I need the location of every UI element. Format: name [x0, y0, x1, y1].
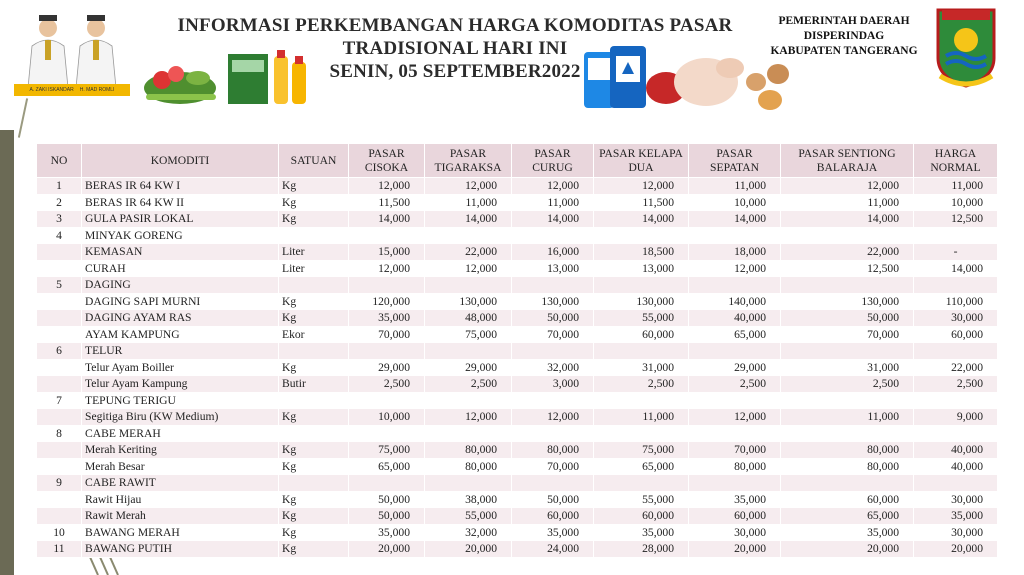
- price-cell: [512, 475, 594, 492]
- table-row: [37, 260, 998, 277]
- page-header: [0, 0, 1024, 120]
- price-cell: 80,000: [781, 458, 914, 475]
- column-header: PASAR CURUG: [512, 144, 594, 178]
- price-cell: [914, 475, 998, 492]
- table-row: [37, 211, 998, 228]
- table-row: [37, 194, 998, 211]
- price-cell: 12,000: [594, 178, 689, 195]
- price-cell: -: [914, 244, 998, 261]
- unit-cell: Kg: [279, 491, 349, 508]
- table-row: [37, 409, 998, 426]
- price-cell: [914, 392, 998, 409]
- price-cell: 50,000: [512, 310, 594, 327]
- row-number: [37, 458, 82, 475]
- row-number: [37, 293, 82, 310]
- price-cell: [349, 392, 425, 409]
- price-cell: 140,000: [689, 293, 781, 310]
- table-row: [37, 343, 998, 360]
- price-cell: 10,000: [689, 194, 781, 211]
- price-cell: 2,500: [349, 376, 425, 393]
- price-cell: 65,000: [594, 458, 689, 475]
- price-cell: 11,000: [781, 194, 914, 211]
- price-cell: [689, 343, 781, 360]
- price-cell: 2,500: [781, 376, 914, 393]
- column-header: HARGA NORMAL: [914, 144, 998, 178]
- column-header: PASAR KELAPA DUA: [594, 144, 689, 178]
- price-cell: 60,000: [781, 491, 914, 508]
- price-cell: [349, 277, 425, 294]
- price-cell: 12,000: [425, 260, 512, 277]
- price-cell: 2,500: [914, 376, 998, 393]
- price-cell: [512, 227, 594, 244]
- price-cell: 120,000: [349, 293, 425, 310]
- commodity-name: DAGING: [82, 277, 279, 294]
- price-cell: 70,000: [781, 326, 914, 343]
- commodity-name: Merah Besar: [82, 458, 279, 475]
- price-cell: 15,000: [349, 244, 425, 261]
- price-cell: 12,000: [349, 260, 425, 277]
- row-number: 9: [37, 475, 82, 492]
- price-cell: 12,000: [689, 409, 781, 426]
- unit-cell: Kg: [279, 541, 349, 558]
- price-cell: 22,000: [914, 359, 998, 376]
- price-cell: 38,000: [425, 491, 512, 508]
- price-cell: 130,000: [594, 293, 689, 310]
- price-cell: 75,000: [425, 326, 512, 343]
- price-cell: 20,000: [914, 541, 998, 558]
- price-cell: 31,000: [594, 359, 689, 376]
- row-number: [37, 359, 82, 376]
- row-number: 6: [37, 343, 82, 360]
- column-header: PASAR SENTIONG BALARAJA: [781, 144, 914, 178]
- table-row: [37, 227, 998, 244]
- price-cell: [914, 227, 998, 244]
- table-row: [37, 310, 998, 327]
- table-row: [37, 541, 998, 558]
- unit-cell: Kg: [279, 178, 349, 195]
- price-cell: 60,000: [594, 508, 689, 525]
- price-cell: [594, 343, 689, 360]
- price-cell: 30,000: [914, 524, 998, 541]
- column-header: NO: [37, 144, 82, 178]
- price-cell: 70,000: [349, 326, 425, 343]
- price-cell: [512, 392, 594, 409]
- price-cell: 2,500: [425, 376, 512, 393]
- unit-cell: [279, 227, 349, 244]
- price-cell: 55,000: [594, 491, 689, 508]
- column-header: PASAR SEPATAN: [689, 144, 781, 178]
- price-cell: 16,000: [512, 244, 594, 261]
- price-cell: 75,000: [349, 442, 425, 459]
- price-cell: 12,000: [781, 178, 914, 195]
- price-cell: 40,000: [914, 442, 998, 459]
- price-cell: 35,000: [594, 524, 689, 541]
- price-cell: 12,000: [512, 178, 594, 195]
- price-cell: 14,000: [781, 211, 914, 228]
- price-cell: 12,000: [689, 260, 781, 277]
- price-cell: 11,000: [914, 178, 998, 195]
- column-header: SATUAN: [279, 144, 349, 178]
- table-row: [37, 376, 998, 393]
- table-row: [37, 359, 998, 376]
- price-cell: [349, 475, 425, 492]
- price-cell: 13,000: [594, 260, 689, 277]
- unit-cell: Kg: [279, 293, 349, 310]
- commodity-name: KEMASAN: [82, 244, 279, 261]
- price-cell: 80,000: [425, 442, 512, 459]
- commodity-name: TEPUNG TERIGU: [82, 392, 279, 409]
- commodity-name: Merah Keriting: [82, 442, 279, 459]
- table-row: [37, 178, 998, 195]
- commodity-name: Rawit Merah: [82, 508, 279, 525]
- price-cell: 130,000: [425, 293, 512, 310]
- price-cell: 110,000: [914, 293, 998, 310]
- table-row: [37, 277, 998, 294]
- price-cell: [594, 392, 689, 409]
- title-line-3: SENIN, 05 SEPTEMBER2022: [329, 61, 581, 82]
- commodity-name: Segitiga Biru (KW Medium): [82, 409, 279, 426]
- commodity-name: DAGING AYAM RAS: [82, 310, 279, 327]
- price-cell: 10,000: [914, 194, 998, 211]
- column-header: PASAR TIGARAKSA: [425, 144, 512, 178]
- price-cell: 20,000: [425, 541, 512, 558]
- price-cell: 20,000: [689, 541, 781, 558]
- price-cell: [425, 425, 512, 442]
- price-cell: 50,000: [512, 491, 594, 508]
- government-label: [756, 14, 932, 59]
- price-cell: 14,000: [349, 211, 425, 228]
- commodity-name: Telur Ayam Boiller: [82, 359, 279, 376]
- price-cell: 60,000: [689, 508, 781, 525]
- row-number: [37, 326, 82, 343]
- price-cell: 40,000: [689, 310, 781, 327]
- unit-cell: Liter: [279, 244, 349, 261]
- row-number: 8: [37, 425, 82, 442]
- price-cell: 10,000: [349, 409, 425, 426]
- price-cell: 29,000: [349, 359, 425, 376]
- column-header: PASAR CISOKA: [349, 144, 425, 178]
- commodity-name: BAWANG PUTIH: [82, 541, 279, 558]
- row-number: [37, 508, 82, 525]
- unit-cell: [279, 475, 349, 492]
- price-cell: 29,000: [425, 359, 512, 376]
- price-cell: 22,000: [425, 244, 512, 261]
- price-cell: 13,000: [512, 260, 594, 277]
- price-cell: [914, 343, 998, 360]
- price-cell: 35,000: [512, 524, 594, 541]
- price-cell: 80,000: [512, 442, 594, 459]
- price-cell: 30,000: [914, 491, 998, 508]
- table-row: [37, 491, 998, 508]
- price-cell: 80,000: [689, 458, 781, 475]
- unit-cell: Kg: [279, 458, 349, 475]
- commodity-name: CABE RAWIT: [82, 475, 279, 492]
- price-cell: 32,000: [425, 524, 512, 541]
- price-cell: 70,000: [689, 442, 781, 459]
- title-line-1: INFORMASI PERKEMBANGAN HARGA KOMODITAS PASAR: [177, 15, 733, 36]
- unit-cell: Kg: [279, 409, 349, 426]
- table-row: [37, 475, 998, 492]
- price-cell: 50,000: [781, 310, 914, 327]
- price-cell: 70,000: [512, 326, 594, 343]
- price-cell: [349, 227, 425, 244]
- table-row: [37, 524, 998, 541]
- price-cell: 12,000: [512, 409, 594, 426]
- row-number: 5: [37, 277, 82, 294]
- price-cell: [512, 425, 594, 442]
- price-cell: 20,000: [349, 541, 425, 558]
- price-cell: 65,000: [689, 326, 781, 343]
- unit-cell: [279, 277, 349, 294]
- unit-cell: Ekor: [279, 326, 349, 343]
- official-name-2: H. MAD ROMLI: [79, 87, 115, 93]
- price-cell: 35,000: [914, 508, 998, 525]
- price-cell: 130,000: [512, 293, 594, 310]
- price-cell: 11,000: [425, 194, 512, 211]
- price-cell: [425, 277, 512, 294]
- unit-cell: Kg: [279, 442, 349, 459]
- price-cell: 12,500: [914, 211, 998, 228]
- price-cell: 14,000: [425, 211, 512, 228]
- row-number: [37, 310, 82, 327]
- price-cell: 9,000: [914, 409, 998, 426]
- price-cell: 12,000: [425, 178, 512, 195]
- price-cell: [781, 227, 914, 244]
- price-cell: 50,000: [349, 491, 425, 508]
- price-cell: 11,500: [349, 194, 425, 211]
- commodity-name: Telur Ayam Kampung: [82, 376, 279, 393]
- row-number: 10: [37, 524, 82, 541]
- officials-name-tag: [14, 84, 130, 96]
- price-cell: 14,000: [594, 211, 689, 228]
- price-cell: [689, 475, 781, 492]
- price-cell: 60,000: [594, 326, 689, 343]
- price-cell: 22,000: [781, 244, 914, 261]
- commodity-name: AYAM KAMPUNG: [82, 326, 279, 343]
- row-number: [37, 376, 82, 393]
- price-cell: [425, 227, 512, 244]
- price-cell: 3,000: [512, 376, 594, 393]
- unit-cell: Liter: [279, 260, 349, 277]
- table-header-row: [37, 144, 998, 178]
- price-cell: 65,000: [781, 508, 914, 525]
- price-cell: 65,000: [349, 458, 425, 475]
- table-row: [37, 458, 998, 475]
- commodity-name: GULA PASIR LOKAL: [82, 211, 279, 228]
- row-number: [37, 491, 82, 508]
- row-number: 2: [37, 194, 82, 211]
- price-cell: 29,000: [689, 359, 781, 376]
- commodity-name: BAWANG MERAH: [82, 524, 279, 541]
- commodity-name: TELUR: [82, 343, 279, 360]
- table-row: [37, 425, 998, 442]
- price-cell: 60,000: [512, 508, 594, 525]
- price-cell: [349, 425, 425, 442]
- row-number: 4: [37, 227, 82, 244]
- gov-line-2: DISPERINDAG: [803, 30, 885, 42]
- price-cell: 31,000: [781, 359, 914, 376]
- price-cell: [689, 227, 781, 244]
- official-name-1: A. ZAKI ISKANDAR: [29, 87, 74, 93]
- table-body: [37, 178, 998, 558]
- column-header: KOMODITI: [82, 144, 279, 178]
- price-cell: 12,000: [349, 178, 425, 195]
- price-cell: 50,000: [349, 508, 425, 525]
- price-cell: [914, 425, 998, 442]
- price-cell: 12,500: [781, 260, 914, 277]
- price-cell: [512, 343, 594, 360]
- commodity-name: MINYAK GORENG: [82, 227, 279, 244]
- unit-cell: Kg: [279, 310, 349, 327]
- price-table: [36, 143, 998, 558]
- price-cell: [689, 425, 781, 442]
- price-cell: 40,000: [914, 458, 998, 475]
- commodity-name: CABE MERAH: [82, 425, 279, 442]
- row-number: 11: [37, 541, 82, 558]
- price-cell: [781, 425, 914, 442]
- price-cell: 35,000: [349, 310, 425, 327]
- table-row: [37, 508, 998, 525]
- price-cell: [425, 475, 512, 492]
- price-cell: 14,000: [689, 211, 781, 228]
- price-cell: 18,500: [594, 244, 689, 261]
- price-cell: 30,000: [689, 524, 781, 541]
- price-cell: 48,000: [425, 310, 512, 327]
- price-cell: [425, 392, 512, 409]
- unit-cell: [279, 392, 349, 409]
- price-cell: 30,000: [914, 310, 998, 327]
- price-cell: [594, 227, 689, 244]
- price-cell: 11,000: [594, 409, 689, 426]
- price-table-container: [36, 143, 997, 558]
- price-cell: 55,000: [425, 508, 512, 525]
- price-cell: [781, 392, 914, 409]
- price-cell: 80,000: [425, 458, 512, 475]
- commodity-name: BERAS IR 64 KW I: [82, 178, 279, 195]
- unit-cell: [279, 343, 349, 360]
- row-number: [37, 244, 82, 261]
- price-cell: 12,000: [425, 409, 512, 426]
- price-cell: 11,000: [512, 194, 594, 211]
- price-cell: [512, 277, 594, 294]
- price-cell: [689, 277, 781, 294]
- price-cell: 32,000: [512, 359, 594, 376]
- price-cell: [349, 343, 425, 360]
- price-cell: [594, 425, 689, 442]
- unit-cell: Kg: [279, 211, 349, 228]
- price-cell: 18,000: [689, 244, 781, 261]
- price-cell: [594, 475, 689, 492]
- price-cell: [914, 277, 998, 294]
- row-number: [37, 442, 82, 459]
- decorative-side-bar: [0, 130, 14, 575]
- price-cell: 11,000: [689, 178, 781, 195]
- price-cell: 11,000: [781, 409, 914, 426]
- price-cell: 14,000: [914, 260, 998, 277]
- price-cell: 2,500: [689, 376, 781, 393]
- price-cell: 11,500: [594, 194, 689, 211]
- table-row: [37, 244, 998, 261]
- price-cell: 14,000: [512, 211, 594, 228]
- price-cell: 70,000: [512, 458, 594, 475]
- table-row: [37, 392, 998, 409]
- price-cell: [781, 277, 914, 294]
- price-cell: [425, 343, 512, 360]
- unit-cell: Kg: [279, 508, 349, 525]
- commodity-name: BERAS IR 64 KW II: [82, 194, 279, 211]
- row-number: [37, 409, 82, 426]
- unit-cell: [279, 425, 349, 442]
- price-cell: 130,000: [781, 293, 914, 310]
- price-cell: 35,000: [689, 491, 781, 508]
- row-number: [37, 260, 82, 277]
- row-number: 1: [37, 178, 82, 195]
- unit-cell: Kg: [279, 194, 349, 211]
- unit-cell: Kg: [279, 359, 349, 376]
- price-cell: [781, 475, 914, 492]
- price-cell: 60,000: [914, 326, 998, 343]
- commodity-name: DAGING SAPI MURNI: [82, 293, 279, 310]
- price-cell: [781, 343, 914, 360]
- unit-cell: Butir: [279, 376, 349, 393]
- row-number: 7: [37, 392, 82, 409]
- price-cell: [689, 392, 781, 409]
- table-row: [37, 442, 998, 459]
- row-number: 3: [37, 211, 82, 228]
- price-cell: 35,000: [349, 524, 425, 541]
- commodity-name: CURAH: [82, 260, 279, 277]
- gov-line-1: PEMERINTAH DAERAH: [778, 15, 910, 27]
- price-cell: 35,000: [781, 524, 914, 541]
- price-cell: 55,000: [594, 310, 689, 327]
- gov-line-3: KABUPATEN TANGERANG: [770, 45, 918, 57]
- table-row: [37, 293, 998, 310]
- commodity-name: Rawit Hijau: [82, 491, 279, 508]
- price-cell: 28,000: [594, 541, 689, 558]
- kabupaten-crest-logo: [932, 6, 1000, 90]
- price-cell: 75,000: [594, 442, 689, 459]
- price-cell: 20,000: [781, 541, 914, 558]
- table-row: [37, 326, 998, 343]
- title-line-2: TRADISIONAL HARI INI: [342, 38, 568, 59]
- price-cell: [594, 277, 689, 294]
- price-cell: 2,500: [594, 376, 689, 393]
- price-cell: 80,000: [781, 442, 914, 459]
- price-cell: 24,000: [512, 541, 594, 558]
- unit-cell: Kg: [279, 524, 349, 541]
